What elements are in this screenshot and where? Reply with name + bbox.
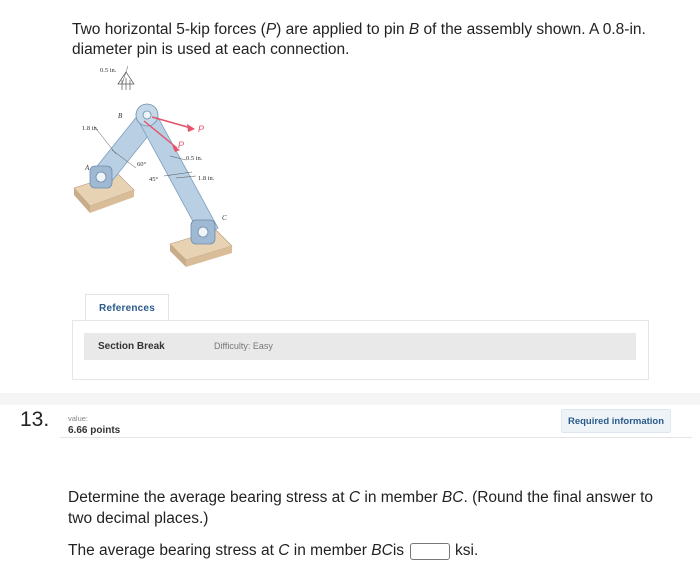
dim-right-label-1: 0.5 in. bbox=[186, 155, 203, 162]
answer-text-1: The average bearing stress at bbox=[68, 542, 274, 559]
question-prompt bbox=[68, 487, 678, 529]
answer-row bbox=[68, 542, 478, 560]
answer-text-2: in member bbox=[293, 542, 367, 559]
pin-b bbox=[143, 111, 151, 119]
label-p-1: P bbox=[198, 124, 205, 134]
dim-leader-top bbox=[122, 66, 128, 84]
label-c: C bbox=[222, 214, 227, 222]
section-break-label: Section Break bbox=[98, 341, 165, 352]
label-b: B bbox=[118, 112, 123, 120]
pin-a bbox=[96, 172, 106, 182]
dim-top-label: 0.5 in. bbox=[100, 67, 117, 74]
dim-left-label: 1.8 in. bbox=[82, 125, 99, 132]
angle-45-label: 45° bbox=[149, 176, 159, 183]
answer-text-3: is bbox=[392, 542, 405, 559]
problem-statement bbox=[72, 20, 672, 60]
assembly-diagram bbox=[72, 60, 239, 272]
prompt-text-3: . (Round the final answer to two decimal places.) bbox=[68, 489, 654, 527]
dim-right-label-2: 1.8 in. bbox=[198, 175, 215, 182]
section-break-bar bbox=[84, 333, 636, 360]
references-tab[interactable]: References bbox=[85, 294, 169, 321]
angle-60-label: 60° bbox=[137, 161, 147, 168]
required-information-button[interactable]: Required information bbox=[561, 409, 671, 433]
variable-c: C bbox=[348, 489, 361, 506]
pin-c bbox=[198, 227, 208, 237]
question-divider bbox=[0, 393, 700, 405]
question-number: 13. bbox=[20, 408, 50, 431]
problem-text-3: of the assembly shown. A 0.8-in. diameter pin is used at each connection. bbox=[72, 21, 646, 58]
value-label: value: bbox=[68, 414, 89, 423]
answer-unit: ksi. bbox=[455, 542, 479, 559]
difficulty-label: Difficulty: Easy bbox=[214, 341, 273, 351]
problem-text-1: Two horizontal 5-kip forces ( bbox=[72, 21, 266, 38]
pin-b-detail bbox=[118, 72, 134, 90]
answer-input[interactable] bbox=[410, 543, 450, 560]
variable-p: P bbox=[265, 21, 277, 38]
prompt-text-2: in member bbox=[360, 489, 442, 506]
points-value: 6.66 points bbox=[68, 425, 121, 436]
variable-b: B bbox=[408, 21, 420, 38]
answer-variable-bc: BC bbox=[371, 542, 393, 559]
prompt-text-1: Determine the average bearing stress at bbox=[68, 489, 349, 506]
assembly-figure bbox=[72, 60, 239, 272]
label-a: A bbox=[85, 164, 90, 172]
label-p-2: P bbox=[178, 140, 185, 150]
problem-text-2: ) are applied to pin bbox=[276, 21, 409, 38]
variable-bc: BC bbox=[441, 489, 464, 506]
header-rule bbox=[60, 437, 692, 438]
answer-variable-c: C bbox=[278, 542, 290, 559]
force-arrowhead-1 bbox=[187, 124, 195, 132]
